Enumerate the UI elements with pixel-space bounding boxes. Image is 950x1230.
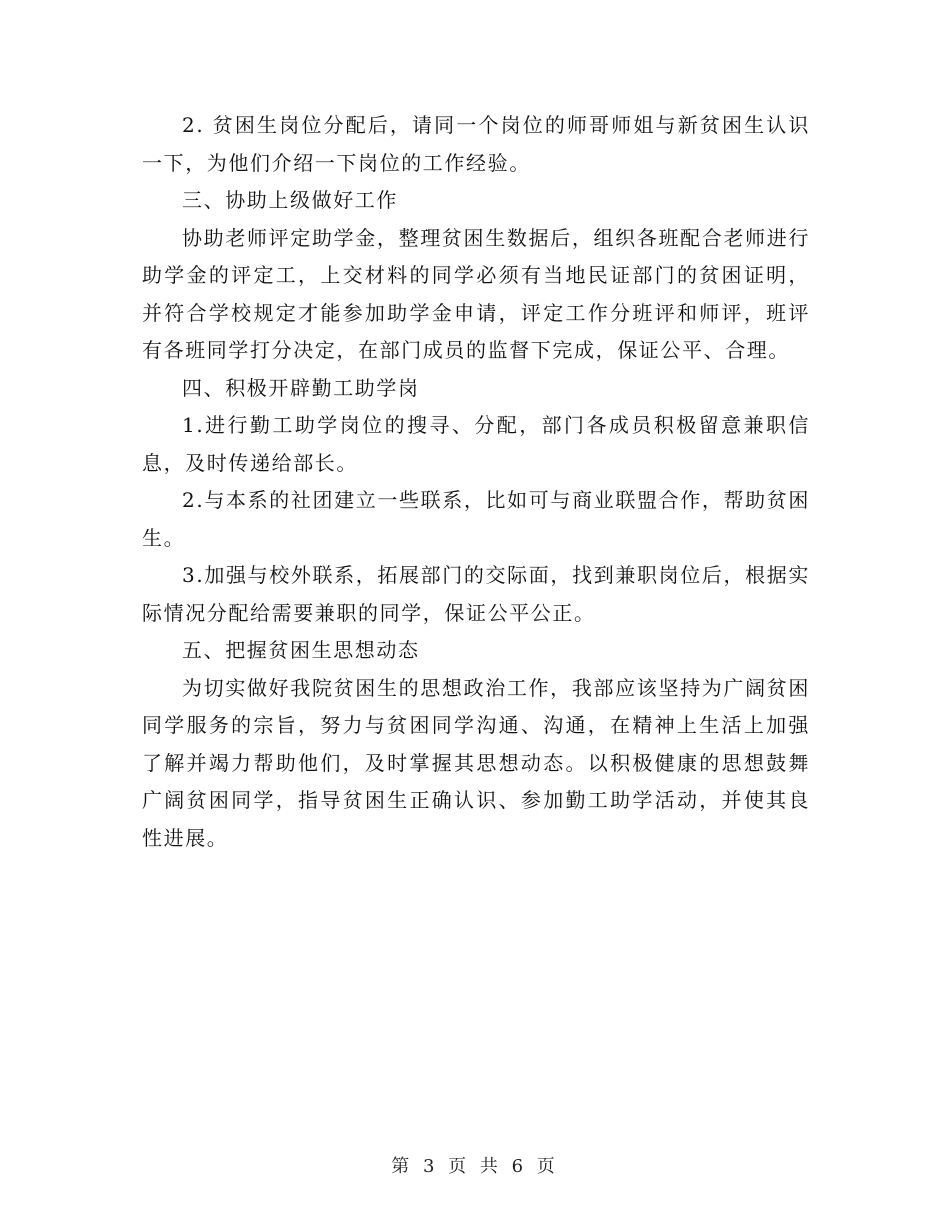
page-number-footer: 第 3 页 共 6 页: [391, 1156, 559, 1177]
section-heading-4: 四、积极开辟勤工助学岗: [182, 375, 420, 400]
paragraph-item-2: 2.与本系的社团建立一些联系，比如可与商业联盟合作，帮助贫困生。: [142, 488, 810, 550]
section-heading-5: 五、把握贫困生思想动态: [182, 638, 420, 662]
paragraph-section-5: 为切实做好我院贫困生的思想政治工作，我部应该坚持为广阔贫困同学服务的宗旨，努力与贫困同学沟通、沟通，在精神上生活上加强了解并竭力帮助他们，及时掌握其思想动态。以积极健康的思想鼓舞广阔贫困同学，指导贫困生正确认识、参加勤工助学活动，并使其良性进展。: [142, 675, 810, 850]
paragraph-section-3: 协助老师评定助学金，整理贫困生数据后，组织各班配合老师进行助学金的评定工，上交材料的同学必须有当地民证部门的贫困证明，并符合学校规定才能参加助学金申请，评定工作分班评和师评，班评有各班同学打分决定，在部门成员的监督下完成，保证公平、合理。: [142, 225, 810, 362]
paragraph-item-3: 3.加强与校外联系，拓展部门的交际面，找到兼职岗位后，根据实际情况分配给需要兼职的同学，保证公平公正。: [142, 563, 810, 625]
section-heading-3: 三、协助上级做好工作: [182, 188, 398, 212]
document-body: [142, 107, 810, 857]
paragraph-item-1: 1.进行勤工助学岗位的搜寻、分配，部门各成员积极留意兼职信息，及时传递给部长。: [142, 413, 810, 475]
paragraph-item-2-intro: 2. 贫困生岗位分配后，请同一个岗位的师哥师姐与新贫困生认识一下，为他们介绍一下岗位的工作经验。: [142, 113, 810, 175]
